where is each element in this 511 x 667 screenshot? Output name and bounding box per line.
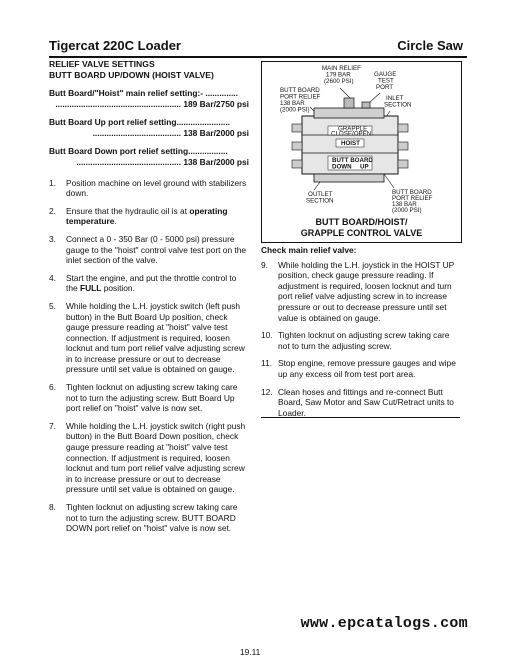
header-divider (49, 56, 467, 58)
section-heading-1: RELIEF VALVE SETTINGS (49, 59, 155, 69)
step-item: 6. Tighten locknut on adjusting screw taking care not to turn the adjusting screw. Butt Board Up port relief on "hoist" valve is now set. (49, 382, 238, 414)
step-item: 11. Stop engine, remove pressure gauges and wipe up any excess oil from test port area. (261, 358, 456, 379)
watermark-url: www.epcatalogs.com (300, 615, 468, 632)
butt-board-label: BUTT BOARD (332, 157, 373, 164)
diagram-caption: BUTT BOARD/HOIST/ GRAPPLE CONTROL VALVE (300, 217, 423, 238)
step-item: 5. While holding the L.H. joystick switch (left push button) in the Butt Board Up position, check gauge pressure reading at "hoist" valve test connection. If adjustment is required, loosen locknut and turn port relief valve adjusting screw in to increase pressure or out to decrease pressure until set value is obtained on gauge. (49, 300, 245, 375)
spec-down-port-relief (49, 146, 249, 167)
spec-label: Butt Board Up port relief setting....................... (49, 117, 231, 128)
step-item: 9. While holding the L.H. joystick in the HOIST UP position, check gauge pressure reading. If adjustment is required, loosen locknut and turn port relief valve adjusting screw in to increase pressure or out to decrease pressure until set value is obtained on gauge. (261, 259, 455, 323)
step-item: 10. Tighten locknut on adjusting screw taking care not to turn the adjusting screw. (261, 330, 450, 351)
control-valve-diagram (261, 61, 462, 243)
step-item: 1. Position machine on level ground with stabilizers down. (49, 177, 247, 199)
inlet-section-label: INLET SECTION (384, 95, 412, 109)
section-heading-2: BUTT BOARD UP/DOWN (HOIST VALVE) (49, 69, 214, 80)
section-title: Circle Saw (397, 38, 463, 53)
step-item: 2. Ensure that the hydraulic oil is at operating temperature. (49, 205, 228, 227)
right-column (261, 245, 461, 425)
spec-value: ...................................................... 189 Bar/2750 psi (55, 98, 249, 109)
procedure-steps-right (261, 260, 461, 419)
step-item: 7. While holding the L.H. joystick switch (right push button) in the Butt Board Down position, check gauge pressure reading at "hoist" valve test connection. If adjustment is required, loosen locknut and turn port relief valve adjusting screw in to increase pressure or out to decrease pressure until set value is obtained on gauge. (49, 420, 246, 495)
step-item: 3. Connect a 0 - 350 Bar (0 - 5000 psi) pressure gauge to the "hoist" control valve test port on the inlet section of the valve. (49, 233, 247, 266)
grapple-label: GRAPPLE CLOSE/OPEN (331, 125, 372, 138)
procedure-steps-left (49, 178, 249, 534)
spec-label: Butt Board/"Hoist" main relief setting:- .............. (49, 88, 238, 98)
check-main-relief-heading: Check main relief valve: (261, 245, 357, 255)
right-column-end-rule (261, 417, 460, 418)
step-item: 12. Clean hoses and fittings and re-connect Butt Board, Saw Motor and Saw Cut/Retract units to Loader. (261, 386, 454, 418)
up-label: UP (360, 163, 369, 171)
hoist-label: HOIST (341, 140, 360, 147)
gauge-test-port-label: GAUGE TEST PORT (374, 71, 397, 91)
outlet-section-label: OUTLET SECTION (306, 191, 334, 205)
page-number: 19.11 (240, 647, 261, 657)
valve-illustration (262, 62, 461, 242)
down-label: DOWN (332, 163, 352, 171)
bb-port-relief-top-label: BUTT BOARD PORT RELIEF 138 BAR (2000 PSI) (280, 87, 321, 114)
document-title: Tigercat 220C Loader (49, 38, 181, 53)
step-item: 8. Tighten locknut on adjusting screw taking care not to turn the adjusting screw. BUTT BOARD DOWN port relief on "hoist" valve is now set. (49, 502, 238, 534)
step-item: 4. Start the engine, and put the throttle control to the FULL position. (49, 272, 237, 294)
bb-port-relief-bottom-label: BUTT BOARD PORT RELIEF 138 BAR (2000 PSI) (392, 189, 433, 214)
left-column (49, 59, 249, 541)
spec-label: Butt Board Down port relief setting................. (49, 146, 228, 157)
spec-value: ...................................... 138 Bar/2000 psi (92, 127, 249, 138)
spec-value: ............................................. 138 Bar/2000 psi (76, 156, 249, 167)
main-relief-label: MAIN RELIEF 179 BAR (2600 PSI) (322, 65, 361, 85)
spec-up-port-relief (49, 117, 249, 138)
spec-main-relief (49, 88, 249, 109)
